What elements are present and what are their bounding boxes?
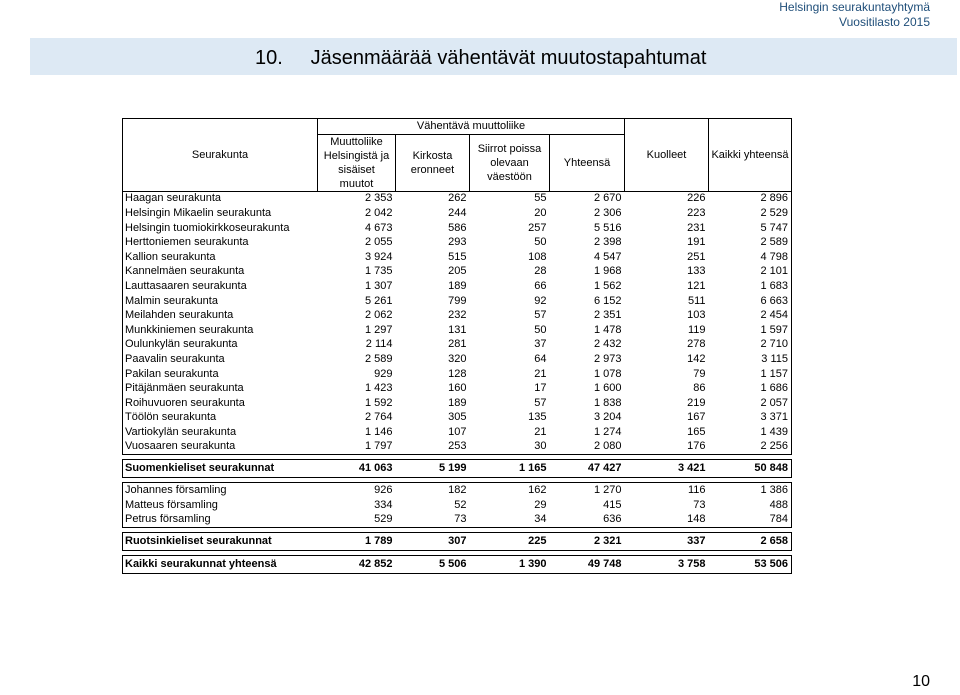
parish-name: Helsingin Mikaelin seurakunta: [123, 206, 318, 221]
value-cell: 2 256: [709, 440, 792, 455]
subtotal-row-finnish: [123, 460, 792, 478]
table-row: [123, 483, 792, 498]
value-cell: 6 152: [593, 294, 622, 307]
parish-name: Paavalin seurakunta: [123, 352, 318, 367]
value-cell: 176: [625, 440, 709, 455]
table-row: [123, 498, 792, 513]
value-cell: 2 101: [709, 265, 792, 280]
value-cell: 2 589: [364, 352, 393, 365]
parish-name: Matteus församling: [123, 498, 318, 513]
parish-name: Ruotsinkieliset seurakunnat: [123, 533, 318, 551]
value-cell: 182: [396, 483, 470, 498]
value-cell: 4 798: [709, 250, 792, 265]
value-cell: 119: [687, 323, 706, 336]
value-cell: 278: [687, 338, 706, 351]
table-row: [123, 250, 792, 265]
value-cell: 21: [534, 367, 547, 380]
table-row: [123, 512, 792, 527]
value-cell: 3 371: [709, 411, 792, 426]
value-cell: 64: [534, 352, 547, 365]
parish-name: Malmin seurakunta: [123, 294, 318, 309]
value-cell: 17: [534, 382, 547, 395]
table-row: [123, 396, 792, 411]
value-cell: 167: [687, 411, 706, 424]
value-cell: 165: [687, 425, 706, 438]
parish-name: Helsingin tuomiokirkkoseurakunta: [123, 221, 318, 236]
value-cell: 128: [448, 367, 467, 380]
value-cell: 148: [625, 512, 709, 527]
value-cell: 636: [550, 512, 625, 527]
value-cell: 34: [470, 512, 550, 527]
value-cell: 4 547: [593, 250, 622, 263]
value-cell: 2 055: [364, 236, 393, 249]
value-cell: 49 748: [550, 556, 625, 574]
value-cell: 244: [448, 206, 467, 219]
table-row: [123, 323, 792, 338]
table-row: [123, 191, 792, 206]
value-cell: 57: [534, 396, 547, 409]
value-cell: 320: [448, 352, 467, 365]
col-header-moved: Muuttoliike Helsingistä ja sisäiset muutot: [318, 134, 396, 191]
value-cell: 251: [687, 250, 706, 263]
value-cell: 2 042: [364, 206, 393, 219]
header-subtitle: Vuositilasto 2015: [839, 15, 930, 29]
value-cell: 1 146: [364, 425, 393, 438]
value-cell: 1 597: [709, 323, 792, 338]
table-row: [123, 440, 792, 455]
table-row: [123, 411, 792, 426]
parish-name: Meilahden seurakunta: [123, 308, 318, 323]
table-row: [123, 206, 792, 221]
value-cell: 116: [625, 483, 709, 498]
value-cell: 79: [693, 367, 706, 380]
table-row: [123, 308, 792, 323]
document-header: [779, 0, 930, 30]
header-row-top: [123, 119, 792, 135]
value-cell: 3 115: [709, 352, 792, 367]
value-cell: 66: [534, 279, 547, 292]
value-cell: 73: [396, 512, 470, 527]
parish-name: Pitäjänmäen seurakunta: [123, 381, 318, 396]
value-cell: 5 747: [709, 221, 792, 236]
value-cell: 50: [534, 236, 547, 249]
statistics-table-container: [122, 118, 792, 574]
header-org: Helsingin seurakuntayhtymä: [779, 0, 930, 14]
value-cell: 2 454: [709, 308, 792, 323]
value-cell: 1 439: [709, 425, 792, 440]
value-cell: 307: [396, 533, 470, 551]
parish-name: Johannes församling: [123, 483, 318, 498]
value-cell: 205: [448, 265, 467, 278]
value-cell: 142: [687, 352, 706, 365]
table-row: [123, 367, 792, 382]
parish-name: Vartiokylän seurakunta: [123, 425, 318, 440]
value-cell: 2 710: [709, 338, 792, 353]
value-cell: 1 165: [470, 460, 550, 478]
value-cell: 586: [448, 221, 467, 234]
table-body: [123, 191, 792, 573]
value-cell: 191: [687, 236, 706, 249]
value-cell: 131: [448, 323, 467, 336]
value-cell: 2 080: [550, 440, 625, 455]
value-cell: 57: [534, 309, 547, 322]
value-cell: 415: [603, 498, 622, 511]
value-cell: 1 683: [709, 279, 792, 294]
value-cell: 86: [693, 382, 706, 395]
value-cell: 515: [448, 250, 467, 263]
table-row: [123, 235, 792, 250]
table-row: [123, 265, 792, 280]
value-cell: 1 078: [593, 367, 622, 380]
value-cell: 926: [318, 483, 396, 498]
parish-name: Vuosaaren seurakunta: [123, 440, 318, 455]
value-cell: 225: [470, 533, 550, 551]
parish-name: Munkkiniemen seurakunta: [123, 323, 318, 338]
statistics-table: [122, 118, 792, 574]
parish-name: Töölön seurakunta: [123, 411, 318, 426]
col-header-group: Vähentävä muuttoliike: [318, 119, 625, 135]
table-row: [123, 221, 792, 236]
value-cell: 162: [470, 483, 550, 498]
value-cell: 20: [534, 206, 547, 219]
value-cell: 253: [396, 440, 470, 455]
table-row: [123, 294, 792, 309]
value-cell: 262: [396, 191, 470, 206]
value-cell: 2 764: [364, 411, 393, 424]
table-row: [123, 352, 792, 367]
value-cell: 1 386: [709, 483, 792, 498]
value-cell: 107: [448, 425, 467, 438]
col-header-emigrated: Siirrot poissa olevaan väestöön: [470, 134, 550, 191]
value-cell: 2 398: [593, 236, 622, 249]
title-bar: [30, 38, 957, 75]
value-cell: 1 297: [364, 323, 393, 336]
value-cell: 2 670: [550, 191, 625, 206]
table-row: [123, 425, 792, 440]
value-cell: 2 114: [365, 338, 393, 351]
parish-name: Petrus församling: [123, 512, 318, 527]
value-cell: 133: [687, 265, 706, 278]
parish-name: Kallion seurakunta: [123, 250, 318, 265]
value-cell: 5 516: [593, 221, 622, 234]
table-row: [123, 381, 792, 396]
value-cell: 232: [448, 309, 467, 322]
value-cell: 3 421: [625, 460, 709, 478]
grand-total-row: [123, 556, 792, 574]
value-cell: 2 057: [709, 396, 792, 411]
value-cell: 2 896: [709, 191, 792, 206]
value-cell: 2 973: [593, 352, 622, 365]
value-cell: 1 307: [364, 279, 393, 292]
value-cell: 223: [687, 206, 706, 219]
value-cell: 1 592: [364, 396, 393, 409]
value-cell: 488: [709, 498, 792, 513]
page-number: 10: [912, 673, 930, 690]
value-cell: 1 838: [593, 396, 622, 409]
value-cell: 47 427: [550, 460, 625, 478]
value-cell: 5 199: [396, 460, 470, 478]
parish-name: Suomenkieliset seurakunnat: [123, 460, 318, 478]
value-cell: 1 423: [364, 382, 393, 395]
value-cell: 2 589: [709, 235, 792, 250]
page-title: 10. Jäsenmäärää vähentävät muutostapahtumat: [255, 47, 707, 69]
parish-name: Oulunkylän seurakunta: [123, 338, 318, 353]
value-cell: 337: [625, 533, 709, 551]
subtotal-row-swedish: [123, 533, 792, 551]
value-cell: 2 321: [550, 533, 625, 551]
value-cell: 55: [470, 191, 550, 206]
value-cell: 1 157: [709, 367, 792, 382]
value-cell: 1 274: [593, 425, 622, 438]
value-cell: 103: [687, 309, 706, 322]
value-cell: 189: [448, 279, 467, 292]
value-cell: 4 673: [364, 221, 393, 234]
value-cell: 2 351: [593, 309, 622, 322]
value-cell: 231: [687, 221, 706, 234]
value-cell: 21: [534, 425, 547, 438]
value-cell: 1 968: [593, 265, 622, 278]
parish-name: Herttoniemen seurakunta: [123, 235, 318, 250]
value-cell: 305: [448, 411, 467, 424]
col-header-deceased: Kuolleet: [625, 119, 709, 192]
col-header-resigned: Kirkosta eronneet: [396, 134, 470, 191]
value-cell: 50: [534, 323, 547, 336]
col-header-total: Yhteensä: [550, 134, 625, 191]
value-cell: 42 852: [318, 556, 396, 574]
parish-name: Lauttasaaren seurakunta: [123, 279, 318, 294]
value-cell: 3 204: [593, 411, 622, 424]
value-cell: 1 686: [709, 381, 792, 396]
table-row: [123, 279, 792, 294]
value-cell: 1 797: [318, 440, 396, 455]
value-cell: 281: [448, 338, 467, 351]
value-cell: 108: [528, 250, 547, 263]
value-cell: 1 478: [593, 323, 622, 336]
col-header-all-total: Kaikki yhteensä: [709, 119, 792, 192]
value-cell: 30: [470, 440, 550, 455]
value-cell: 2 353: [318, 191, 396, 206]
value-cell: 37: [534, 338, 547, 351]
value-cell: 52: [454, 498, 467, 511]
parish-name: Haagan seurakunta: [123, 191, 318, 206]
value-cell: 784: [709, 512, 792, 527]
value-cell: 2 306: [593, 206, 622, 219]
value-cell: 28: [534, 265, 547, 278]
value-cell: 257: [528, 221, 547, 234]
parish-name: Kannelmäen seurakunta: [123, 265, 318, 280]
value-cell: 5 261: [364, 294, 393, 307]
value-cell: 1 600: [593, 382, 622, 395]
value-cell: 2 062: [364, 309, 393, 322]
value-cell: 92: [534, 294, 547, 307]
value-cell: 41 063: [318, 460, 396, 478]
value-cell: 135: [528, 411, 547, 424]
parish-name: Roihuvuoren seurakunta: [123, 396, 318, 411]
value-cell: 121: [687, 279, 706, 292]
value-cell: 1 789: [318, 533, 396, 551]
parish-name: Pakilan seurakunta: [123, 367, 318, 382]
value-cell: 189: [448, 396, 467, 409]
table-row: [123, 338, 792, 353]
value-cell: 5 506: [396, 556, 470, 574]
value-cell: 511: [687, 294, 706, 307]
value-cell: 334: [374, 498, 393, 511]
value-cell: 1 562: [593, 279, 622, 292]
value-cell: 29: [534, 498, 547, 511]
value-cell: 929: [374, 367, 393, 380]
value-cell: 226: [625, 191, 709, 206]
value-cell: 2 432: [593, 338, 622, 351]
value-cell: 293: [448, 236, 467, 249]
parish-name: Kaikki seurakunnat yhteensä: [123, 556, 318, 574]
value-cell: 3 758: [625, 556, 709, 574]
value-cell: 160: [448, 382, 467, 395]
value-cell: 50 848: [709, 460, 792, 478]
value-cell: 1 735: [364, 265, 393, 278]
value-cell: 73: [693, 498, 706, 511]
col-header-parish: Seurakunta: [123, 119, 318, 192]
value-cell: 799: [448, 294, 467, 307]
value-cell: 53 506: [709, 556, 792, 574]
value-cell: 2 529: [709, 206, 792, 221]
value-cell: 1 270: [550, 483, 625, 498]
value-cell: 219: [687, 396, 706, 409]
value-cell: 2 658: [709, 533, 792, 551]
value-cell: 1 390: [470, 556, 550, 574]
value-cell: 3 924: [364, 250, 393, 263]
value-cell: 6 663: [709, 294, 792, 309]
value-cell: 529: [318, 512, 396, 527]
